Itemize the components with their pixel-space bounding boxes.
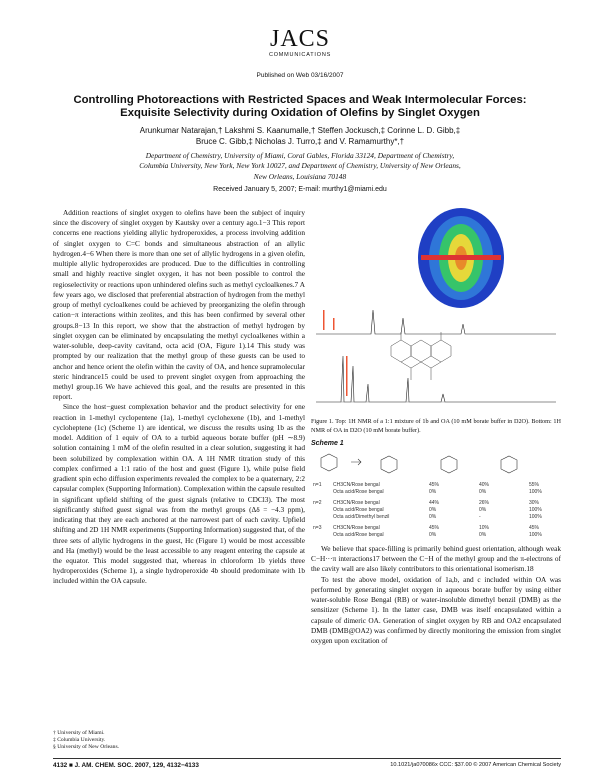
figure-1 <box>311 206 561 416</box>
affiliations <box>40 151 560 182</box>
scheme-medium: CH3CN/Rose bengal <box>333 500 380 506</box>
footnote: † University of Miami. <box>53 730 105 736</box>
scheme-yield-3: 0% <box>479 489 487 495</box>
scheme-yield-2: 45% <box>429 525 440 531</box>
scheme-title: Scheme 1 <box>311 440 344 447</box>
scheme-medium: CH3CN/Rose bengal <box>333 525 380 531</box>
scheme-row-label: n=1 <box>313 482 322 488</box>
scheme-yield-4: 100% <box>529 532 542 538</box>
scheme-yield-2: 0% <box>429 489 437 495</box>
affiliation-line: Columbia University, New York, New York 10027, and Department of Chemistry, University of New Orleans, <box>139 161 461 171</box>
scheme-row-label: n=3 <box>313 525 322 531</box>
nmr-spectra <box>316 310 556 402</box>
scheme-medium: Octa acid/Rose bengal <box>333 489 384 495</box>
scheme-yield-4: 100% <box>529 507 542 513</box>
footer-citation: 4132 ■ J. AM. CHEM. SOC. 2007, 129, 4132−4133 <box>53 762 199 769</box>
footer-rule <box>53 758 561 759</box>
right-column <box>311 544 561 646</box>
capsule-model <box>418 208 504 308</box>
scheme-yield-3: - <box>479 514 481 520</box>
footnote: ‡ Columbia University. <box>53 737 106 743</box>
scheme-yield-4: 45% <box>529 525 540 531</box>
journal-logo-subtitle: COMMUNICATIONS <box>268 52 332 58</box>
scheme-yield-4: 100% <box>529 514 542 520</box>
left-column <box>53 208 305 587</box>
scheme-yield-2: 45% <box>429 482 440 488</box>
footnotes <box>53 730 305 751</box>
article-title: Controlling Photoreactions with Restricted Spaces and Weak Intermolecular Forces: Exquisite Selectivity during Oxidation of Olefins by Singlet Oxygen <box>73 94 527 119</box>
scheme-yield-3: 0% <box>479 532 487 538</box>
body-paragraph: We believe that space-filling is primarily behind guest orientation, although weak C−H···π interactions17 between the C−H of the methyl group and the π-electrons of the cavity wall are also likely contributors to this orientational isomerism.18 <box>311 544 561 574</box>
olefin-structure <box>321 454 337 471</box>
body-paragraph: Since the host−guest complexation behavior and the product selectivity for ene reaction in 1-methyl cyclopentene (1a), 1-methyl cyclohexene (1b), and 1-methyl cycloheptene (1c) (Scheme 1) are identical, we discuss the results using 1b as the model. Addition of 1 equiv of OA to a turbid aqueous borate buffer (pH ∼8.9) solution containing 1 mM of the olefin resulted in a clear solution, suggesting it had been solubilized by complexation within OA. A 1H NMR titration study of this complex confirmed a 1:1 ratio of the host and guest (Figure 1), while pulse field gradient spin echo diffusion experiments revealed the complex to be a quaternary, 2:2 capsular complex (Supporting Information). Complexation within the capsule resulted in significant upfield shifting of the guest signals (relative to CDCl3). The most significantly shifted guest signal was from the methyl groups (Δδ = −4.3 ppm), indicating that they are each anchored at the narrowest part of each cavity. Upfield shifting and 2D 1H NMR experiments (Supporting Information) suggested that, of the three sets of allylic hydrogens in the guest, Hc (Figure 1) would be most accessible and Ha (methyl) would be the least accessible to any reagent entering the capsule at the equator. This model suggested that, whereas in chloroform 1b yields three hydroperoxides (Scheme 1), a single hydroperoxide 4b should predominate with 1b included within the OA capsule. <box>53 402 305 586</box>
figure-caption: Figure 1. Top: 1H NMR of a 1:1 mixture of 1b and OA (10 mM borate buffer in D2O). Bottom: 1H NMR of OA in D2O (10 mM borate buffer). <box>311 418 561 434</box>
scheme-medium: Octa acid/Rose bengal <box>333 507 384 513</box>
scheme-yield-2: 0% <box>429 514 437 520</box>
journal-logo-letters: JACS <box>269 26 331 52</box>
scheme-yield-2: 0% <box>429 532 437 538</box>
product-4-structure <box>501 456 517 473</box>
scheme-medium: Octa acid/Dimethyl benzil <box>333 514 390 520</box>
product-3-structure <box>441 456 457 473</box>
scheme-medium: Octa acid/Rose bengal <box>333 532 384 538</box>
affiliation-line: New Orleans, Louisiana 70148 <box>253 171 347 181</box>
body-paragraph: Addition reactions of singlet oxygen to olefins have been the subject of inquiry since the discovery of singlet oxygen by Kautsky over a century ago.1−3 This report concerns ene reactions yielding allylic hydroperoxides, a process involving addition of singlet oxygen to C=C bonds and simultaneous abstraction of an allylic hydrogen.4−6 When there is more than one set of allylic hydrogens in a given olefin, multiple allylic hydroperoxides are produced. Due to the difficulties in controlling small and highly reactive singlet oxygen, it has not been possible to control the regioselectivity or reactions upon unhindered olefins such as methyl cycloalkenes.7 A few years ago, we disclosed that preferential abstraction of hydrogen from the methyl group of methyl cycloalkenes could be achieved by preorganizing the olefin through cation−π interactions within zeolites, and this has been confirmed by several other groups.8−13 In this report, we show that the abstraction of methyl hydrogen by singlet oxygen can be eliminated by encapsulating the methyl cycloalkenes within a water-soluble, deep-cavity cavitand, octa acid (OA, Figure 1).14 This study was prompted by our realization that the methyl group of these guests can be used to anchor and hence orient the olefin within the cavity of OA, and hence supramolecular steric hindrance15 could be used to prevent singlet oxygen from approaching the methyl group.16 We have achieved this goal, and the results are presented in this report. <box>53 208 305 402</box>
body-paragraph: To test the above model, oxidation of 1a,b, and c included within OA was performed by generating singlet oxygen in aqueous borate buffer by using either water-soluble Rose Bengal (RB) or water-insoluble dimethyl benzil (DMB) as the sensitizer (Scheme 1). In the latter case, DMB was itself encapsulated within a capsule of dimeric OA. Generation of singlet oxygen by RB and OA2 encapsulated DMB (DMB@OA2) was confirmed by directly monitoring the emission from singlet oxygen upon excitation of <box>311 574 561 646</box>
scheme-1 <box>311 450 561 540</box>
footnote: § University of New Orleans. <box>53 744 120 750</box>
received-line: Received January 5, 2007; E-mail: murthy1@miami.edu <box>213 186 387 193</box>
scheme-yield-3: 10% <box>479 525 490 531</box>
figure-1-graphic <box>311 206 561 416</box>
product-2-structure <box>381 456 397 473</box>
octa-acid-structure <box>391 332 451 380</box>
reaction-arrow <box>351 459 361 465</box>
scheme-row-label: n=2 <box>313 500 322 506</box>
published-date: Published on Web 03/16/2007 <box>256 72 344 79</box>
scheme-structures <box>311 450 561 480</box>
scheme-yield-3: 26% <box>479 500 490 506</box>
scheme-yield-4: 100% <box>529 489 542 495</box>
scheme-yield-3: 0% <box>479 507 487 513</box>
affiliation-line: Department of Chemistry, University of Miami, Coral Gables, Florida 33124, Department of Chemistry, <box>145 151 455 160</box>
author-list <box>50 125 550 147</box>
author-line: Arunkumar Natarajan,† Lakshmi S. Kaanumalle,† Steffen Jockusch,‡ Corinne L. D. Gibb,‡ <box>139 126 461 135</box>
scheme-yield-2: 0% <box>429 507 437 513</box>
scheme-yield-4: 30% <box>529 500 540 506</box>
scheme-yield-3: 40% <box>479 482 490 488</box>
scheme-yield-2: 44% <box>429 500 440 506</box>
journal-logo <box>258 26 342 58</box>
scheme-yield-4: 55% <box>529 482 540 488</box>
footer-doi: 10.1021/ja070086x CCC: $37.00 © 2007 American Chemical Society <box>390 762 561 768</box>
scheme-medium: CH3CN/Rose bengal <box>333 482 380 488</box>
author-line: Bruce C. Gibb,‡ Nicholas J. Turro,‡ and V. Ramamurthy*,† <box>195 137 405 146</box>
